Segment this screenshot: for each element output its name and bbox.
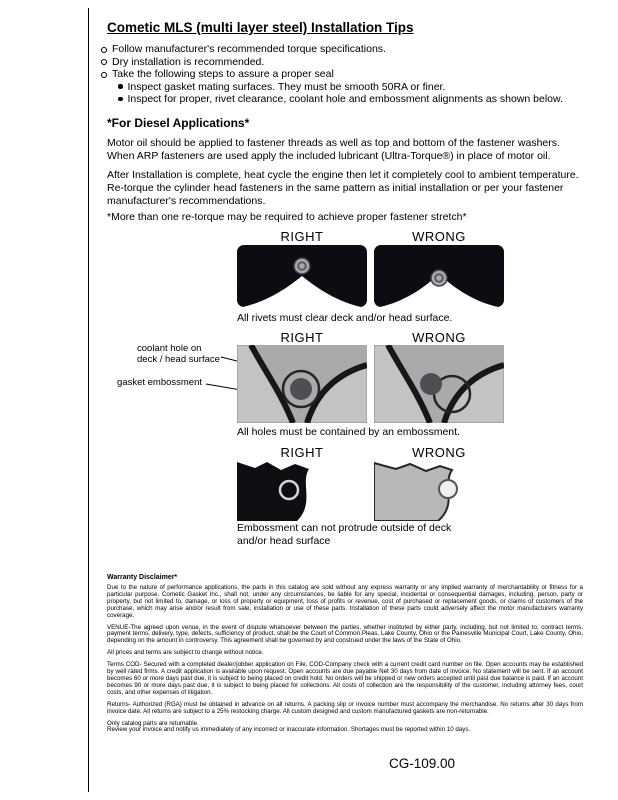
open-bullet-icon bbox=[101, 47, 107, 53]
legal-paragraph: Terms COD- Secured with a completed dealer/jobber application on File, COD-Company check with a current credit card number on file. Open accounts may be established by well rated firms. A credit application is available upon request. Open accounts are due payable Net 30 days from date of invoice. No statement will be sent. If an account becomes 60 or more days past due, it is subject to being placed on credit hold. No orders will be shipped or new orders accepted until past due balance is paid. If an account becomes 90 or more days past due, it is subject to being placed for collections. All costs of collection are the responsibility of the customer, including attorney fees, court costs, and other expenses of litigation. bbox=[107, 661, 583, 696]
embossment-wrong-diagram bbox=[374, 459, 504, 521]
left-margin-rule bbox=[88, 8, 89, 792]
embossment-caption: Embossment can not protrude outside of deck and/or head surface bbox=[237, 522, 452, 547]
tip-sub-text: Inspect gasket mating surfaces. They must be smooth 50RA or finer. bbox=[127, 80, 446, 93]
filled-bullet-icon bbox=[118, 97, 123, 102]
open-bullet-icon bbox=[101, 59, 107, 65]
rivet-wrong-diagram bbox=[374, 245, 504, 307]
coolant-wrong-diagram bbox=[374, 345, 504, 423]
tip-item bbox=[101, 43, 587, 56]
wrong-label-row1: WRONG bbox=[412, 229, 466, 244]
warranty-disclaimer-heading: Warranty Disclaimer* bbox=[107, 574, 178, 581]
right-label-row1: RIGHT bbox=[280, 229, 324, 244]
right-label-row3: RIGHT bbox=[280, 445, 324, 460]
wrong-label-row3: WRONG bbox=[412, 445, 466, 460]
rivet-right-diagram bbox=[237, 245, 367, 307]
right-label-row2: RIGHT bbox=[280, 330, 324, 345]
gasket-embossment-label: gasket embossment bbox=[117, 377, 203, 388]
tip-sub-item bbox=[118, 81, 587, 94]
legal-paragraph: Due to the nature of performance applications, the parts in this catalog are sold without any express warranty or any implied warranty of merchantability or fitness for a particular purpose. Cometic Gasket Inc., shall not, under any circumstances, be liable for any special, incidental or consequential damages, including, person, party or property, but not limited to, damage, or loss of property or equipment, loss of profits or revenue, cost of purchased or replacement goods, or claims of customers of the purchase, which may arise and/or result from sale, installation or use of these parts. Installation of these parts could adversely affect the motor manufacturers warranty coverage. bbox=[107, 584, 583, 619]
retorque-note: *More than one re-torque may be required to achieve proper fastener stretch* bbox=[107, 211, 467, 223]
tip-item bbox=[101, 68, 587, 81]
diesel-paragraph-1: Motor oil should be applied to fastener threads as well as top and bottom of the fastener washers. When ARP fasteners are used apply the included lubricant (Ultra-Torque®) in place of motor oil. bbox=[107, 137, 560, 162]
coolant-right-diagram bbox=[237, 345, 367, 423]
tip-sub-text: Inspect for proper, rivet clearance, coolant hole and embossment alignments as shown below. bbox=[127, 93, 563, 105]
page-title: Cometic MLS (multi layer steel) Installation Tips bbox=[107, 20, 414, 35]
tips-list bbox=[101, 43, 587, 106]
page-number: CG-109.00 bbox=[389, 756, 456, 771]
diesel-applications-heading: *For Diesel Applications* bbox=[107, 116, 250, 130]
tip-text: Take the following steps to assure a proper seal bbox=[112, 68, 334, 80]
tip-text: Dry installation is recommended. bbox=[112, 55, 265, 68]
wrong-label-row2: WRONG bbox=[412, 330, 466, 345]
filled-bullet-icon bbox=[118, 84, 123, 89]
rivet-caption: All rivets must clear deck and/or head surface. bbox=[237, 312, 453, 324]
coolant-hole-label: coolant hole on deck / head surface bbox=[137, 343, 220, 365]
open-bullet-icon bbox=[101, 72, 107, 78]
tip-sub-item bbox=[118, 93, 587, 106]
legal-paragraph: All prices and terms are subject to change without notice. bbox=[107, 649, 264, 657]
legal-paragraph: Returns- Authorized (RGA) must be obtained in advance on all returns. A packing slip or invoice number must accompany the merchandise. No returns after 30 days from invoice date. All returns are subject to a 25% restocking charge. All custom designed and custom manufactured gaskets are non-returnable. bbox=[107, 700, 583, 715]
legal-paragraph: Review your invoice and notify us immediately of any incorrect or inaccurate information. Shortages must be reported within 10 days. bbox=[107, 726, 471, 734]
diesel-paragraph-2: After Installation is complete, heat cycle the engine then let it completely cool to ambient temperature. Re-torque the cylinder head fasteners in the same pattern as initial installation or per your fastener manufacturer's recommendations. bbox=[107, 169, 579, 207]
coolant-caption: All holes must be contained by an embossment. bbox=[237, 426, 460, 438]
tip-text: Follow manufacturer's recommended torque specifications. bbox=[112, 43, 386, 55]
embossment-right-diagram bbox=[237, 459, 367, 521]
legal-paragraph: Only catalog parts are returnable. bbox=[107, 719, 199, 727]
tip-item bbox=[101, 56, 587, 69]
legal-paragraph: VENUE-The agreed upon venue, in the event of dispute whatsoever between the parties, whether instituted by either party, including, but not limited to, contract terms, payment terms, delivery, type, defects, sufficiency of product, shall be the Court of Common Pleas, Lake County, Ohio or the Painesville Municipal Court, Lake County, Ohio, depending on the amount in controversy. This agreement shall be governed by and construed under the laws of the State of Ohio. bbox=[107, 623, 583, 645]
warranty-disclaimer-section bbox=[107, 574, 583, 739]
